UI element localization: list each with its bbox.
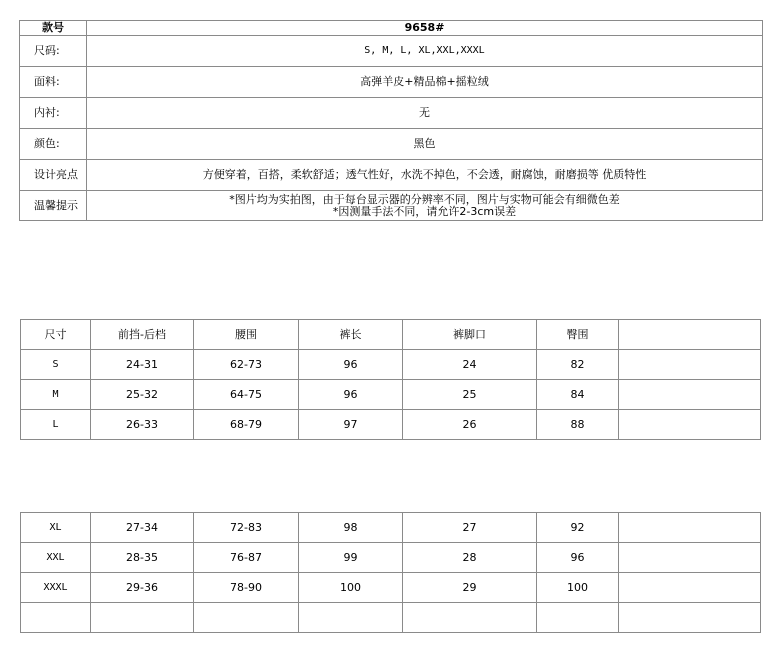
table-cell: 100 [299,573,403,603]
size-table-1 [20,319,761,440]
table-cell: 27-34 [91,513,194,543]
table-cell: 76-87 [194,543,299,573]
table-cell [619,573,761,603]
table-cell: 28 [403,543,537,573]
info-row [20,191,763,221]
note-line: *因测量手法不同，请允许2-3cm误差 [332,204,517,218]
table-row [21,513,761,543]
info-value: S, M, L, XL,XXL,XXXL [87,36,763,67]
info-row [20,67,763,98]
info-value: 无 [87,98,763,129]
table-cell [91,603,194,633]
info-value: 方便穿着，百搭，柔软舒适；透气性好，水洗不掉色，不会透，耐腐蚀，耐磨损等 优质特性 [87,160,763,191]
table-cell: 29 [403,573,537,603]
table-cell [403,603,537,633]
table-row [21,410,761,440]
table-cell: 62-73 [194,350,299,380]
size-cell: M [21,380,91,410]
table-cell: 68-79 [194,410,299,440]
table-row [21,380,761,410]
size-cell: XXL [21,543,91,573]
table-cell: 96 [299,380,403,410]
table-cell: 99 [299,543,403,573]
table-row [21,543,761,573]
table-cell: 78-90 [194,573,299,603]
table-row [21,603,761,633]
table-cell [21,603,91,633]
info-label: 设计亮点 [20,160,87,191]
table-cell: 28-35 [91,543,194,573]
info-row [20,129,763,160]
table-cell: 84 [537,380,619,410]
table-cell [619,410,761,440]
product-info-table [19,20,763,221]
table-cell [619,513,761,543]
table-cell: 92 [537,513,619,543]
table-cell: 98 [299,513,403,543]
table-cell: 24 [403,350,537,380]
column-header: 尺寸 [21,320,91,350]
table-cell [619,603,761,633]
table-row [21,350,761,380]
table-cell: 25 [403,380,537,410]
table-cell [619,350,761,380]
column-header: 腰围 [194,320,299,350]
column-header: 臀围 [537,320,619,350]
table-cell [194,603,299,633]
table-row [21,573,761,603]
size-cell: L [21,410,91,440]
table-cell: 97 [299,410,403,440]
table-cell: 26-33 [91,410,194,440]
table-cell: 88 [537,410,619,440]
table-cell: 96 [299,350,403,380]
table-cell: 26 [403,410,537,440]
table-cell: 27 [403,513,537,543]
size-cell: S [21,350,91,380]
size-cell: XXXL [21,573,91,603]
info-value: 黑色 [87,129,763,160]
column-header: 裤长 [299,320,403,350]
note-line: *图片均为实拍图，由于每台显示器的分辨率不同，图片与实物可能会有细微色差 [229,192,620,206]
info-row [20,160,763,191]
info-label: 温馨提示 [20,191,87,221]
table-cell: 96 [537,543,619,573]
table-cell: 24-31 [91,350,194,380]
table-cell: 72-83 [194,513,299,543]
table-cell [619,543,761,573]
info-row [20,98,763,129]
info-value-model: 9658# [87,21,763,36]
column-header: 裤脚口 [403,320,537,350]
size-table-2 [20,512,761,633]
table-cell: 100 [537,573,619,603]
info-header-row [20,21,763,36]
info-value-notes [87,191,763,221]
table-cell [619,380,761,410]
table-cell: 29-36 [91,573,194,603]
info-label: 面料: [20,67,87,98]
table-cell: 64-75 [194,380,299,410]
table-cell: 82 [537,350,619,380]
table-cell: 25-32 [91,380,194,410]
size-header-row [21,320,761,350]
column-header: 前挡-后档 [91,320,194,350]
column-header [619,320,761,350]
size-cell: XL [21,513,91,543]
info-label: 尺码: [20,36,87,67]
info-row [20,36,763,67]
info-label-model: 款号 [20,21,87,36]
info-value: 高弹羊皮+精品棉+摇粒绒 [87,67,763,98]
info-label: 内衬: [20,98,87,129]
table-cell [537,603,619,633]
table-cell [299,603,403,633]
info-label: 颜色: [20,129,87,160]
